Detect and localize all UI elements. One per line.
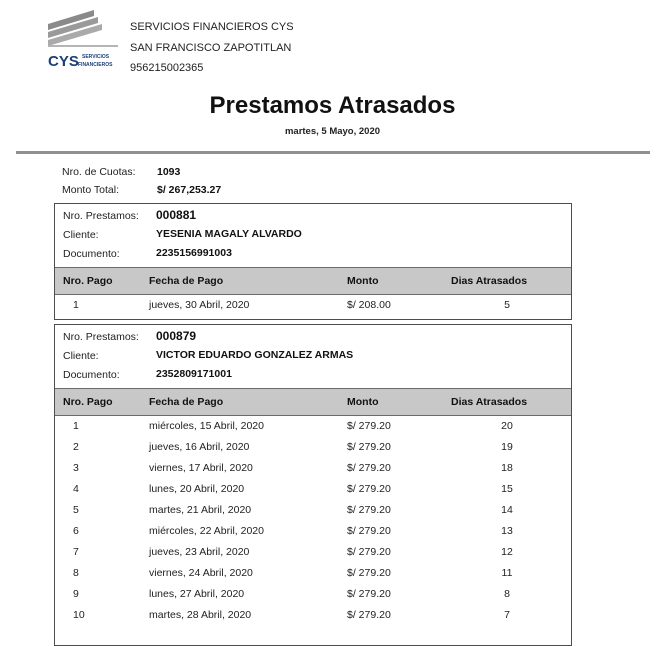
header-nro-pago: Nro. Pago bbox=[63, 396, 113, 408]
loan-number-value: 000879 bbox=[156, 329, 197, 343]
cell-fecha: jueves, 30 Abril, 2020 bbox=[149, 299, 250, 311]
client-row bbox=[55, 225, 571, 245]
loan-number-value: 000881 bbox=[156, 208, 197, 222]
cell-dias: 18 bbox=[501, 462, 513, 474]
company-info bbox=[130, 17, 294, 79]
company-location: SAN FRANCISCO ZAPOTITLAN bbox=[130, 41, 292, 54]
loan-block bbox=[54, 324, 572, 646]
client-label: Cliente: bbox=[63, 229, 99, 241]
loan-number-row bbox=[55, 206, 571, 226]
table-row bbox=[55, 458, 571, 479]
svg-text:CYS: CYS bbox=[48, 53, 79, 70]
cell-monto: $/ 279.20 bbox=[347, 483, 391, 495]
cell-fecha: martes, 28 Abril, 2020 bbox=[149, 609, 252, 621]
cell-fecha: viernes, 17 Abril, 2020 bbox=[149, 462, 253, 474]
cell-monto: $/ 208.00 bbox=[347, 299, 391, 311]
cell-monto: $/ 279.20 bbox=[347, 504, 391, 516]
table-row bbox=[55, 521, 571, 542]
document-row bbox=[55, 244, 571, 264]
cell-fecha: miércoles, 15 Abril, 2020 bbox=[149, 420, 264, 432]
cell-fecha: lunes, 27 Abril, 2020 bbox=[149, 588, 245, 600]
cell-dias: 20 bbox=[501, 420, 513, 432]
cell-nro: 1 bbox=[73, 420, 79, 432]
svg-text:SERVICIOS: SERVICIOS bbox=[82, 54, 110, 60]
cell-dias: 5 bbox=[504, 299, 510, 311]
cell-dias: 15 bbox=[501, 483, 513, 495]
document-label: Documento: bbox=[63, 369, 120, 381]
table-header bbox=[55, 388, 571, 416]
cell-monto: $/ 279.20 bbox=[347, 420, 391, 432]
report-date: martes, 5 Mayo, 2020 bbox=[284, 126, 381, 137]
cell-fecha: viernes, 24 Abril, 2020 bbox=[149, 567, 253, 579]
header-divider bbox=[16, 151, 650, 154]
header-fecha-pago: Fecha de Pago bbox=[149, 396, 224, 408]
report-title: Prestamos Atrasados bbox=[209, 92, 456, 119]
client-row bbox=[55, 346, 571, 366]
table-row bbox=[55, 542, 571, 563]
header-dias-atrasados: Dias Atrasados bbox=[451, 275, 528, 287]
cell-fecha: martes, 21 Abril, 2020 bbox=[149, 504, 252, 516]
cell-monto: $/ 279.20 bbox=[347, 567, 391, 579]
cell-dias: 7 bbox=[504, 609, 510, 621]
cuotas-value: 1093 bbox=[157, 166, 181, 178]
monto-total-value: $/ 267,253.27 bbox=[157, 184, 222, 196]
cell-monto: $/ 279.20 bbox=[347, 609, 391, 621]
cell-fecha: miércoles, 22 Abril, 2020 bbox=[149, 525, 264, 537]
cell-nro: 10 bbox=[73, 609, 85, 621]
header-monto: Monto bbox=[347, 275, 379, 287]
header-nro-pago: Nro. Pago bbox=[63, 275, 113, 287]
company-phone: 956215002365 bbox=[130, 62, 204, 74]
header-monto: Monto bbox=[347, 396, 379, 408]
cell-fecha: jueves, 16 Abril, 2020 bbox=[149, 441, 250, 453]
company-logo bbox=[44, 10, 120, 72]
document-value: 2352809171001 bbox=[156, 368, 232, 380]
cell-nro: 7 bbox=[73, 546, 79, 558]
table-row bbox=[55, 416, 571, 437]
svg-text:FINANCIEROS: FINANCIEROS bbox=[78, 62, 113, 68]
document-value: 2235156991003 bbox=[156, 247, 232, 259]
company-name: SERVICIOS FINANCIEROS CYS bbox=[130, 21, 294, 33]
table-row bbox=[55, 295, 571, 316]
cell-nro: 3 bbox=[73, 462, 79, 474]
table-row bbox=[55, 605, 571, 626]
client-value: YESENIA MAGALY ALVARDO bbox=[156, 228, 302, 240]
table-row bbox=[55, 437, 571, 458]
table-row bbox=[55, 500, 571, 521]
cell-nro: 2 bbox=[73, 441, 79, 453]
monto-total-label: Monto Total: bbox=[62, 184, 120, 196]
cell-dias: 14 bbox=[501, 504, 513, 516]
cell-dias: 12 bbox=[501, 546, 513, 558]
loan-number-label: Nro. Prestamos: bbox=[63, 210, 139, 222]
cell-dias: 11 bbox=[501, 567, 513, 579]
cell-monto: $/ 279.20 bbox=[347, 588, 391, 600]
cell-fecha: lunes, 20 Abril, 2020 bbox=[149, 483, 245, 495]
cell-dias: 8 bbox=[504, 588, 510, 600]
cell-nro: 5 bbox=[73, 504, 79, 516]
table-row bbox=[55, 584, 571, 605]
cell-nro: 4 bbox=[73, 483, 79, 495]
document-label: Documento: bbox=[63, 248, 120, 260]
table-row bbox=[55, 563, 571, 584]
cell-fecha: jueves, 23 Abril, 2020 bbox=[149, 546, 250, 558]
document-row bbox=[55, 365, 571, 385]
table-header bbox=[55, 267, 571, 295]
cuotas-label: Nro. de Cuotas: bbox=[62, 166, 136, 178]
cell-nro: 6 bbox=[73, 525, 79, 537]
table-row bbox=[55, 479, 571, 500]
cell-nro: 1 bbox=[73, 299, 79, 311]
cell-dias: 13 bbox=[501, 525, 513, 537]
cell-nro: 8 bbox=[73, 567, 79, 579]
cell-monto: $/ 279.20 bbox=[347, 525, 391, 537]
client-label: Cliente: bbox=[63, 350, 99, 362]
client-value: VICTOR EDUARDO GONZALEZ ARMAS bbox=[156, 349, 354, 361]
cell-monto: $/ 279.20 bbox=[347, 546, 391, 558]
cell-dias: 19 bbox=[501, 441, 513, 453]
header-fecha-pago: Fecha de Pago bbox=[149, 275, 224, 287]
cell-monto: $/ 279.20 bbox=[347, 441, 391, 453]
loan-number-row bbox=[55, 327, 571, 347]
header-dias-atrasados: Dias Atrasados bbox=[451, 396, 528, 408]
cell-monto: $/ 279.20 bbox=[347, 462, 391, 474]
loan-block bbox=[54, 203, 572, 320]
cell-nro: 9 bbox=[73, 588, 79, 600]
loan-number-label: Nro. Prestamos: bbox=[63, 331, 139, 343]
